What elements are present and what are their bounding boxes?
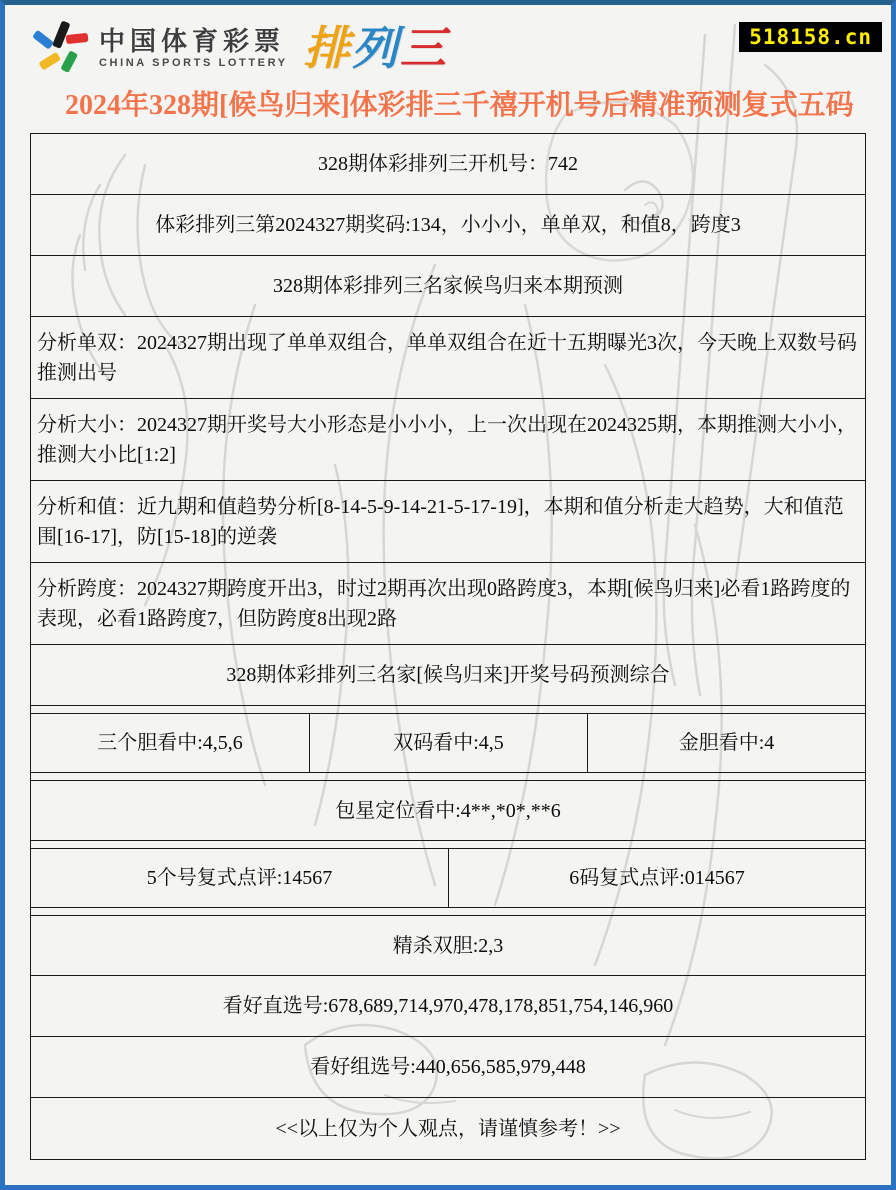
prediction-header-row: 328期体彩排列三名家候鸟归来本期预测 <box>31 256 865 317</box>
disclaimer-row: <<以上仅为个人观点，请谨慎参考！>> <box>275 1117 621 1140</box>
logo-text <box>99 27 288 70</box>
logo-product-char: 三 <box>399 22 448 74</box>
site-watermark-badge: 518158.cn <box>739 22 882 52</box>
complex-picks-cells <box>31 849 865 907</box>
summary-header-row: 328期体彩排列三名家[候鸟归来]开奖号码预测综合 <box>31 645 865 706</box>
dan-codes-cells <box>31 714 865 772</box>
logo-product-name <box>303 22 448 74</box>
logo-cn-name: 中国体育彩票 <box>99 25 286 56</box>
analysis-odd-even-row: 分析单双：2024327期出现了单单双组合，单单双组合在近十五期曝光3次，今天晚上双数号码推测出号 <box>31 317 865 399</box>
position-star-row: 包星定位看中:4**,*0*,**6 <box>31 780 865 841</box>
sports-lottery-logo-icon <box>31 19 89 77</box>
prediction-table <box>30 133 866 1160</box>
dan-codes-row <box>31 713 865 773</box>
direct-picks-row: 看好直选号:678,689,714,970,478,178,851,754,146,960 <box>31 976 865 1037</box>
six-code-complex-cell: 6码复式点评:014567 <box>448 849 865 907</box>
complex-picks-row <box>31 848 865 908</box>
logo-en-name: CHINA SPORTS LOTTERY <box>99 56 288 69</box>
previous-result-row: 体彩排列三第2024327期奖码:134，小小小，单单双，和值8，跨度3 <box>31 195 865 256</box>
logo-product-char: 列 <box>351 22 400 74</box>
header <box>5 5 891 121</box>
analysis-size-row: 分析大小：2024327期开奖号大小形态是小小小，上一次出现在2024325期，本期推测大小小，推测大小比[1:2] <box>31 399 865 481</box>
analysis-span-row: 分析跨度：2024327期跨度开出3，时过2期再次出现0路跨度3，本期[候鸟归来]必看1路跨度的表现，必看1路跨度7，但防跨度8出现2路 <box>31 563 865 645</box>
gold-dan-cell: 金胆看中:4 <box>587 714 865 772</box>
page-content <box>5 5 891 1160</box>
five-number-complex-cell: 5个号复式点评:14567 <box>146 867 333 889</box>
three-dan-cell: 三个胆看中:4,5,6 <box>97 732 243 754</box>
kill-double-dan-row: 精杀双胆:2,3 <box>31 915 865 976</box>
machine-number-row: 328期体彩排列三开机号：742 <box>31 134 865 195</box>
logo-product-char: 排 <box>303 22 352 74</box>
two-code-cell: 双码看中:4,5 <box>309 714 587 772</box>
page-title: 2024年328期[候鸟归来]体彩排三千禧开机号后精准预测复式五码 <box>65 90 854 121</box>
group-picks-row: 看好组选号:440,656,585,979,448 <box>31 1037 865 1098</box>
analysis-sum-row: 分析和值：近九期和值趋势分析[8-14-5-9-14-21-5-17-19]，本期和值分析走大趋势，大和值范围[16-17]，防[15-18]的逆袭 <box>31 481 865 563</box>
